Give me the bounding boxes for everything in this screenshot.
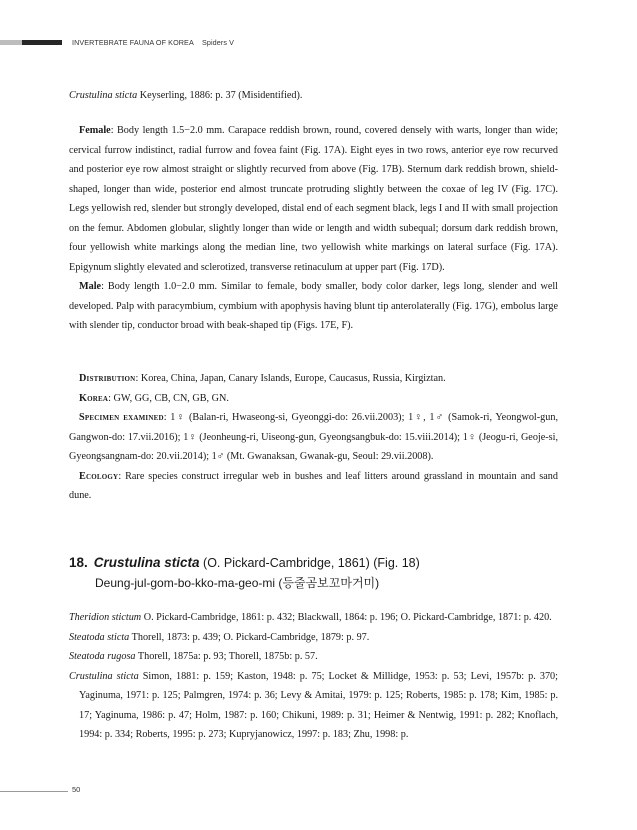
header-text	[72, 38, 234, 48]
description-section	[69, 121, 558, 336]
distribution-paragraph	[69, 369, 558, 389]
citation-rest: Keyserling, 1886: p. 37 (Misidentified).	[137, 90, 303, 101]
synonym-entry	[69, 647, 558, 667]
species-number: 18.	[69, 555, 88, 570]
synonymy-list	[69, 608, 558, 745]
synonym-name: Crustulina sticta	[69, 670, 139, 682]
female-text: : Body length 1.5−2.0 mm. Carapace reddish brown, round, covered densely with warts, longer than wide; cervical furrow indistinct, radial furrow and fovea faint (Fig. 17A). Eight eyes in two rows, anterior eye row recurved and posterior eye row almost straight or slightly recurved from above (Fig. 17B). Sternum dark reddish brown, shield-shaped, longer than wide, posterior end almost truncate protruding slightly between the coxae of leg IV (Fig. 17C). Legs yellowish red, slender but strongly developed, distal end of each segment black, legs I and II with small projection on the femur. Abdomen globular, slightly longer than wide or length and width subequal; dorsum dark reddish brown, four yellowish white markings along the median line, two yellowish white markings on lateral surface (Fig. 17A). Epigynum slightly elevated and sclerotized, transverse retinaculum at upper part (Fig. 17D).	[69, 125, 558, 273]
running-header	[0, 38, 637, 48]
distribution-text: : Korea, China, Japan, Canary Islands, Europe, Caucasus, Russia, Kirgiztan.	[135, 373, 446, 384]
korea-label: Korea	[79, 392, 109, 404]
footer-rule	[0, 791, 68, 792]
ecology-label: Ecology	[79, 470, 119, 482]
male-text: : Body length 1.0−2.0 mm. Similar to female, body smaller, body color darker, legs long, slender and well developed. Palp with paracymbium, cymbium with apophysis having blunt tip anterolaterally (Fig. 17G), embolus large with slender tip, conductor broad with beak-shaped tip (Figs. 17E, F).	[69, 281, 558, 331]
ecology-paragraph	[69, 467, 558, 506]
specimen-paragraph	[69, 408, 558, 467]
synonym-text: O. Pickard-Cambridge, 1861: p. 432; Blackwall, 1864: p. 196; O. Pickard-Cambridge, 1871: p. 420.	[141, 612, 552, 623]
synonym-name: Steatoda sticta	[69, 631, 130, 643]
species-name: Crustulina sticta	[93, 555, 200, 570]
specimen-label: Specimen examined	[79, 412, 164, 423]
male-label: Male	[79, 281, 102, 292]
synonym-entry	[69, 667, 558, 745]
citation-name: Crustulina sticta	[69, 90, 138, 101]
female-label: Female	[79, 125, 111, 136]
specimen-text: : 1♀ (Balan-ri, Hwaseong-si, Gyeonggi-do: 26.vii.2003); 1♀, 1♂ (Samok-ri, Yeongwol-gun, Gangwon-do: 17.vii.2016); 1♀ (Jeonheung-ri, Uiseong-gun, Gyeongsangbuk-do: 15.viii.2014); 1♀ (Jeogu-ri, Geoje-si, Gyeongsangnam-do: 20.vii.2014); 1♂ (Mt. Gwanaksan, Gwanak-gu, Seoul: 29.vii.2008).	[69, 412, 558, 462]
misidentified-citation	[69, 86, 558, 106]
female-paragraph	[69, 121, 558, 277]
species-author: (O. Pickard-Cambridge, 1861)	[199, 556, 370, 570]
ecology-text: : Rare species construct irregular web in bushes and leaf litters around grassland in mountain and sand dune.	[69, 470, 558, 501]
synonym-entry	[69, 628, 558, 648]
synonym-text: Thorell, 1873: p. 439; O. Pickard-Cambridge, 1879: p. 97.	[129, 631, 370, 643]
page-number: 50	[72, 785, 81, 794]
species-figure-ref: (Fig. 18)	[369, 556, 420, 570]
korea-paragraph	[69, 389, 558, 409]
species-korean-name: Deung-jul-gom-bo-kko-ma-geo-mi (등줄곰보꼬마거미)	[95, 576, 380, 590]
korea-text: : GW, GG, CB, CN, GB, GN.	[108, 392, 229, 404]
synonym-text: Thorell, 1875a: p. 93; Thorell, 1875b: p. 57.	[135, 651, 318, 662]
distribution-label: Distribution	[79, 373, 136, 384]
species-heading	[69, 553, 589, 593]
synonym-text: Simon, 1881: p. 159; Kaston, 1948: p. 75; Locket & Millidge, 1953: p. 53; Levi, 1957b: p. 370; Yaginuma, 1971: p. 125; Palmgren, 1974: p. 36; Levy & Amitai, 1979: p. 125; Roberts, 1985: p. 178; Kim, 1985: p. 17; Yaginuma, 1986: p. 47; Holm, 1987: p. 160; Chikuni, 1989: p. 31; Heimer & Nentwig, 1991: p. 282; Knoflach, 1994: p. 334; Roberts, 1995: p. 273; Kupryjanowicz, 1997: p. 183; Zhu, 1998: p.	[79, 670, 558, 740]
synonym-entry	[69, 608, 558, 628]
synonym-name: Steatoda rugosa	[69, 651, 136, 662]
header-bar-dark	[22, 40, 62, 45]
synonym-name: Theridion stictum	[69, 612, 142, 623]
header-volume: Spiders V	[201, 38, 235, 47]
header-title: INVERTEBRATE FAUNA OF KOREA	[72, 38, 194, 47]
records-section	[69, 369, 558, 506]
header-bar-light	[0, 40, 22, 45]
male-paragraph	[69, 277, 558, 336]
